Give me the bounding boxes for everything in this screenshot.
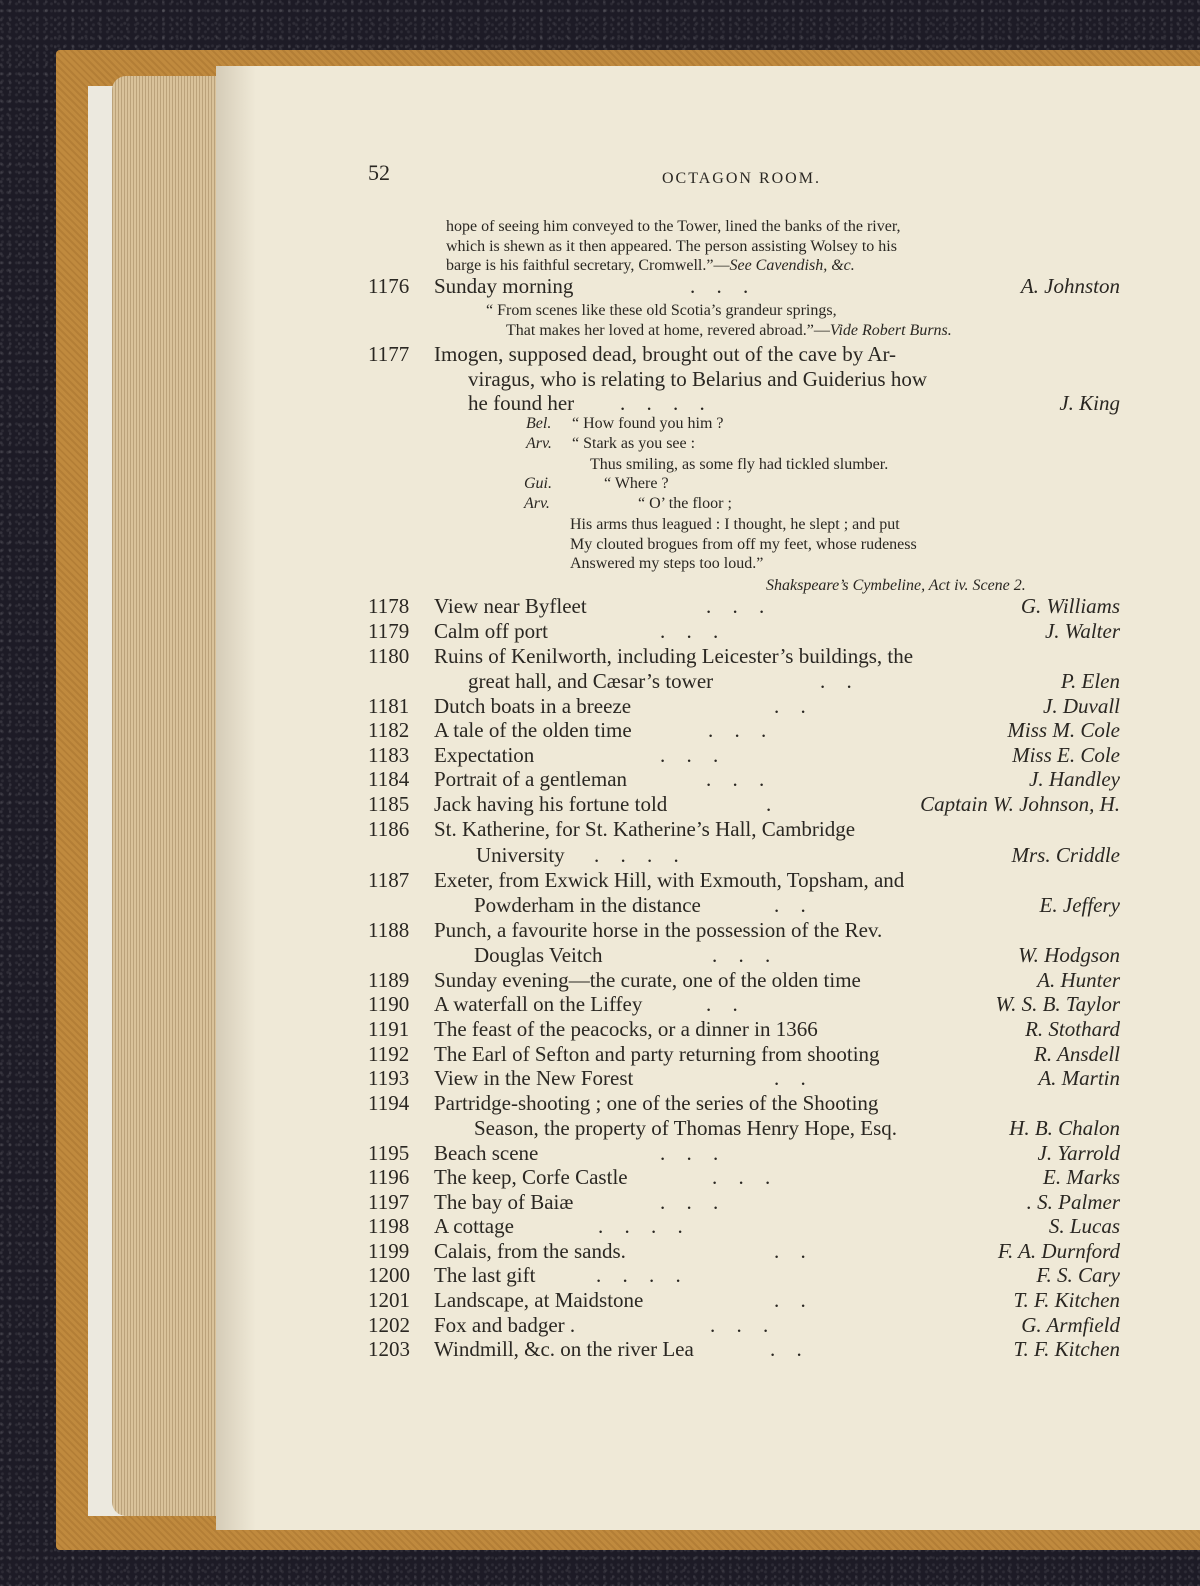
- entry-number: 1178: [368, 594, 410, 618]
- dialogue-line: “ Where ?: [604, 475, 669, 492]
- entry-artist: T. F. Kitchen: [1013, 1288, 1120, 1312]
- leader-dots: . .: [774, 694, 814, 718]
- leader-dots: . . . .: [598, 1214, 691, 1238]
- entry-number: 1193: [368, 1066, 410, 1090]
- entry-number: 1186: [368, 817, 410, 841]
- entry-number: 1179: [368, 619, 410, 643]
- entry-title: Ruins of Kenilworth, including Leicester’s buildings, the: [434, 644, 914, 668]
- entry-artist: W. Hodgson: [1018, 943, 1120, 967]
- speaker-label: Arv.: [526, 435, 552, 452]
- entry-title-continued: he found her: [468, 391, 575, 415]
- entry-artist: R. Stothard: [1025, 1017, 1120, 1041]
- entry-title: Calm off port: [434, 619, 548, 643]
- quote-line: “ From scenes like these old Scotia’s grandeur springs,: [486, 302, 837, 319]
- entry-title: The feast of the peacocks, or a dinner in 1366: [434, 1017, 818, 1041]
- leader-dots: . . .: [706, 767, 773, 791]
- leader-dots: . . . .: [594, 843, 687, 867]
- entry-artist: S. Lucas: [1048, 1214, 1120, 1238]
- entry-artist: . S. Palmer: [1026, 1190, 1120, 1214]
- entry-artist: J. Handley: [1029, 767, 1120, 791]
- leader-dots: . . .: [690, 274, 757, 298]
- entry-number: 1181: [368, 694, 410, 718]
- entry-title: A tale of the olden time: [434, 718, 632, 742]
- dialogue-citation: Shakspeare’s Cymbeline, Act iv. Scene 2.: [766, 577, 1026, 594]
- entry-title: Calais, from the sands.: [434, 1239, 626, 1263]
- entry-title: St. Katherine, for St. Katherine’s Hall, Cambridge: [434, 817, 856, 841]
- entry-artist: Miss E. Cole: [1012, 743, 1120, 767]
- entry-title: A waterfall on the Liffey: [434, 992, 643, 1016]
- entry-title-continued: Powderham in the distance: [474, 893, 701, 917]
- entry-artist: G. Williams: [1020, 594, 1120, 618]
- entry-artist: J. Walter: [1044, 619, 1120, 643]
- entry-title: Landscape, at Maidstone: [434, 1288, 644, 1312]
- entry-artist: J. Yarrold: [1037, 1141, 1120, 1165]
- speaker-label: Arv.: [524, 495, 550, 512]
- leader-dots: . . .: [660, 743, 727, 767]
- entry-title-continued: University: [476, 843, 565, 867]
- entry-artist: H. B. Chalon: [1009, 1116, 1120, 1140]
- entry-artist: Mrs. Criddle: [1011, 843, 1120, 867]
- speaker-label: Gui.: [524, 475, 552, 492]
- entry-title: The Earl of Sefton and party returning from shooting: [434, 1042, 880, 1066]
- entry-title: View in the New Forest: [434, 1066, 634, 1090]
- leader-dots: . . .: [660, 1141, 727, 1165]
- entry-title: A cottage: [434, 1214, 514, 1238]
- entry-number: 1200: [368, 1263, 410, 1287]
- entry-artist: G. Armfield: [1021, 1313, 1120, 1337]
- entry-title-continued: viragus, who is relating to Belarius and Guiderius how: [468, 367, 928, 391]
- entry-number: 1199: [368, 1239, 410, 1263]
- entry-number: 1183: [368, 743, 410, 767]
- entry-artist: Captain W. Johnson, H.: [920, 792, 1120, 816]
- leader-dots: . . .: [660, 1190, 727, 1214]
- entry-title: Partridge-shooting ; one of the series of the Shooting: [434, 1091, 879, 1115]
- entry-artist: E. Marks: [1043, 1165, 1120, 1189]
- leader-dots: . . .: [706, 594, 773, 618]
- entry-number: 1180: [368, 644, 410, 668]
- entry-number: 1177: [368, 342, 410, 366]
- dialogue-line: “ O’ the floor ;: [638, 495, 732, 512]
- leader-dots: . . . .: [620, 391, 713, 415]
- entry-number: 1189: [368, 968, 410, 992]
- entry-number: 1202: [368, 1313, 410, 1337]
- entry-number: 1187: [368, 868, 410, 892]
- leader-dots: . .: [706, 992, 746, 1016]
- leader-dots: . .: [774, 893, 814, 917]
- leader-dots: . . .: [708, 718, 775, 742]
- entry-title: The keep, Corfe Castle: [434, 1165, 628, 1189]
- entry-title: Imogen, supposed dead, brought out of the cave by Ar-: [434, 342, 897, 366]
- page-number: 52: [368, 160, 390, 185]
- entry-title: Fox and badger .: [434, 1313, 576, 1337]
- entry-artist: F. A. Durnford: [997, 1239, 1120, 1263]
- dialogue-line: My clouted brogues from off my feet, whose rudeness: [570, 536, 917, 553]
- entry-artist: A. Martin: [1038, 1066, 1120, 1090]
- entry-number: 1190: [368, 992, 410, 1016]
- intro-line-1: hope of seeing him conveyed to the Tower, lined the banks of the river,: [446, 218, 901, 235]
- dialogue-line: His arms thus leagued : I thought, he slept ; and put: [570, 516, 900, 533]
- entry-number: 1201: [368, 1288, 410, 1312]
- entry-title: Jack having his fortune told: [434, 792, 668, 816]
- leader-dots: . . . .: [596, 1263, 689, 1287]
- entry-number: 1195: [368, 1141, 410, 1165]
- quote-citation: Vide Robert Burns.: [829, 322, 952, 339]
- entry-title: Sunday evening—the curate, one of the olden time: [434, 968, 861, 992]
- running-header: OCTAGON ROOM.: [662, 170, 821, 187]
- leader-dots: . . .: [660, 619, 727, 643]
- leader-dots: . . .: [712, 943, 779, 967]
- entry-artist: J. Duvall: [1043, 694, 1120, 718]
- dialogue-line: “ How found you him ?: [572, 415, 724, 432]
- entry-title: Beach scene: [434, 1141, 539, 1165]
- entry-title: Expectation: [434, 743, 535, 767]
- entry-title: Dutch boats in a breeze: [434, 694, 632, 718]
- entry-number: 1197: [368, 1190, 410, 1214]
- entry-title-continued: Douglas Veitch: [474, 943, 603, 967]
- leader-dots: . . .: [712, 1165, 779, 1189]
- entry-artist: E. Jeffery: [1039, 893, 1120, 917]
- leader-dots: . .: [774, 1239, 814, 1263]
- dialogue-line: Thus smiling, as some fly had tickled slumber.: [590, 456, 889, 473]
- leader-dots: . .: [820, 669, 860, 693]
- quote-line: That makes her loved at home, revered abroad.”—Vide Robert Burns.: [506, 322, 952, 339]
- entry-number: 1203: [368, 1337, 410, 1361]
- dialogue-line: Answered my steps too loud.”: [570, 555, 764, 572]
- page-edges: [112, 76, 224, 1516]
- entry-artist: Miss M. Cole: [1007, 718, 1120, 742]
- speaker-label: Bel.: [526, 415, 552, 432]
- entry-artist: A. Johnston: [1020, 274, 1120, 298]
- entry-title: Sunday morning: [434, 274, 574, 298]
- entry-artist: W. S. B. Taylor: [995, 992, 1120, 1016]
- entry-number: 1194: [368, 1091, 410, 1115]
- entry-artist: P. Elen: [1060, 669, 1120, 693]
- leader-dots: . . .: [710, 1313, 777, 1337]
- entry-title: Portrait of a gentleman: [434, 767, 628, 791]
- entry-number: 1184: [368, 767, 410, 791]
- entry-artist: J. King: [1059, 391, 1120, 415]
- entry-number: 1192: [368, 1042, 410, 1066]
- leader-dots: . .: [774, 1288, 814, 1312]
- entry-title-continued: Season, the property of Thomas Henry Hope, Esq.: [474, 1116, 898, 1140]
- leader-dots: .: [766, 792, 780, 816]
- entry-number: 1188: [368, 918, 410, 942]
- entry-artist: R. Ansdell: [1034, 1042, 1120, 1066]
- entry-number: 1198: [368, 1214, 410, 1238]
- entry-title: The last gift: [434, 1263, 536, 1287]
- intro-citation: See Cavendish, &c.: [729, 257, 855, 274]
- entry-title: Exeter, from Exwick Hill, with Exmouth, Topsham, and: [434, 868, 905, 892]
- entry-title: Punch, a favourite horse in the possession of the Rev.: [434, 918, 883, 942]
- entry-artist: A. Hunter: [1037, 968, 1120, 992]
- entry-number: 1196: [368, 1165, 410, 1189]
- entry-number: 1176: [368, 274, 410, 298]
- leader-dots: . .: [774, 1066, 814, 1090]
- entry-title: The bay of Baiæ: [434, 1190, 574, 1214]
- intro-line-2: which is shewn as it then appeared. The person assisting Wolsey to his: [446, 238, 897, 255]
- entry-title-continued: great hall, and Cæsar’s tower: [468, 669, 714, 693]
- intro-line-3: barge is his faithful secretary, Cromwell.”—See Cavendish, &c.: [446, 257, 855, 274]
- dialogue-line: “ Stark as you see :: [572, 435, 696, 452]
- entry-number: 1191: [368, 1017, 410, 1041]
- leader-dots: . .: [770, 1337, 810, 1361]
- entry-number: 1182: [368, 718, 410, 742]
- entry-title: Windmill, &c. on the river Lea: [434, 1337, 694, 1361]
- entry-artist: T. F. Kitchen: [1013, 1337, 1120, 1361]
- entry-number: 1185: [368, 792, 410, 816]
- entry-artist: F. S. Cary: [1036, 1263, 1120, 1287]
- entry-title: View near Byfleet: [434, 594, 587, 618]
